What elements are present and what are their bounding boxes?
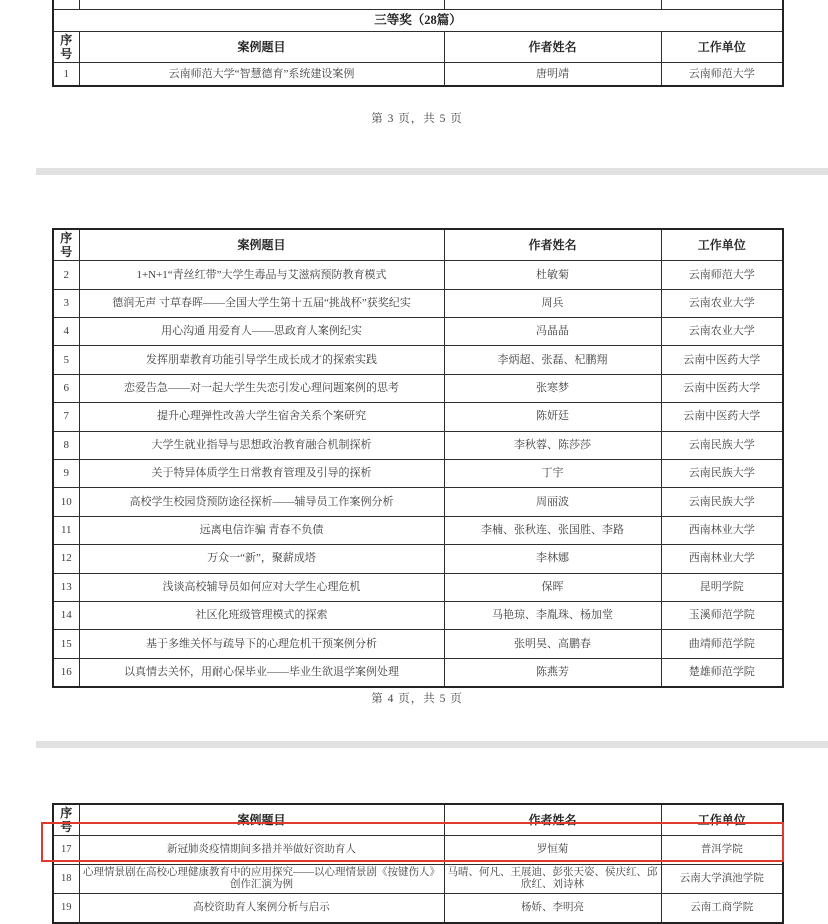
cell-title: 提升心理弹性改善大学生宿舍关系个案研究 (79, 403, 444, 431)
page-footer: 第 4 页，共 5 页 (371, 693, 463, 705)
table-row (53, 516, 783, 544)
cell-authors: 罗恒菊 (444, 836, 661, 865)
cell-title: 发挥朋辈教育功能引导学生成长成才的探索实践 (79, 346, 444, 374)
cell-authors: 马晴、何凡、王展迪、彭张天姿、侯庆红、邱欣红、刘诗林 (444, 865, 661, 894)
cell-title: 用心沟通 用爱育人——思政育人案例纪实 (79, 318, 444, 346)
cell-title: 1+N+1“青丝红带”大学生毒品与艾滋病预防教育模式 (79, 261, 444, 289)
cell-title: 以真情去关怀，用耐心保毕业——毕业生欲退学案例处理 (79, 658, 444, 686)
cell-no: 4 (53, 318, 79, 346)
table-row (53, 630, 783, 658)
cell-no: 9 (53, 460, 79, 488)
table-row (53, 460, 783, 488)
cell-authors: 周兵 (444, 289, 661, 317)
fragment-cell (79, 0, 444, 9)
cell-unit: 昆明学院 (661, 573, 783, 601)
table-row (53, 403, 783, 431)
page-footer: 第 3 页，共 5 页 (371, 113, 463, 125)
cell-no: 6 (53, 374, 79, 402)
cell-no: 19 (53, 894, 79, 923)
table-row (53, 318, 783, 346)
table-row (53, 346, 783, 374)
cell-no: 3 (53, 289, 79, 317)
column-header: 作者姓名 (444, 229, 661, 261)
cell-title: 高校学生校园贷预防途径探析——辅导员工作案例分析 (79, 488, 444, 516)
column-header: 工作单位 (661, 31, 783, 62)
section-title: 三等奖（28篇） (53, 9, 783, 31)
fragment-cell (661, 0, 783, 9)
cell-authors: 李楠、张秋连、张国胜、李路 (444, 516, 661, 544)
table-row (53, 602, 783, 630)
cell-unit: 楚雄师范学院 (661, 658, 783, 686)
section-title-row (53, 9, 783, 31)
cell-unit: 云南农业大学 (661, 318, 783, 346)
cell-unit: 云南师范大学 (661, 62, 783, 86)
page-separator (36, 741, 828, 748)
cell-authors: 丁宇 (444, 460, 661, 488)
cell-unit: 曲靖师范学院 (661, 630, 783, 658)
cell-unit: 云南民族大学 (661, 460, 783, 488)
table-body (53, 62, 783, 86)
cell-authors: 马艳琼、李胤珠、杨加堂 (444, 602, 661, 630)
cell-authors: 杨娇、李明亮 (444, 894, 661, 923)
column-header: 序号 (53, 804, 79, 836)
cell-authors: 保晖 (444, 573, 661, 601)
table-row (53, 894, 783, 923)
column-header: 案例题目 (79, 229, 444, 261)
table-row (53, 865, 783, 894)
cell-title: 浅谈高校辅导员如何应对大学生心理危机 (79, 573, 444, 601)
cell-authors: 陈妍廷 (444, 403, 661, 431)
cell-title: 万众一“新”，聚薪成塔 (79, 545, 444, 573)
fragment-cell (444, 0, 661, 9)
cell-unit: 云南民族大学 (661, 488, 783, 516)
table-row (53, 431, 783, 459)
table-row (53, 374, 783, 402)
cell-title: 德润无声 寸草春晖——全国大学生第十五届“挑战杯”获奖纪实 (79, 289, 444, 317)
table-row (53, 658, 783, 686)
table-body (53, 261, 783, 687)
cell-title: 云南师范大学“智慧德育”系统建设案例 (79, 62, 444, 86)
cell-authors: 杜敏菊 (444, 261, 661, 289)
cell-no: 15 (53, 630, 79, 658)
cell-title: 大学生就业指导与思想政治教育融合机制探析 (79, 431, 444, 459)
table-row (53, 261, 783, 289)
previous-table-fragment-row (53, 0, 783, 9)
column-header: 工作单位 (661, 229, 783, 261)
cell-title: 社区化班级管理模式的探索 (79, 602, 444, 630)
cell-no: 11 (53, 516, 79, 544)
cell-unit: 西南林业大学 (661, 516, 783, 544)
cell-title: 关于特异体质学生日常教育管理及引导的探析 (79, 460, 444, 488)
cell-no: 7 (53, 403, 79, 431)
cell-title: 新冠肺炎疫情期间多措并举做好资助育人 (79, 836, 444, 865)
cell-unit: 云南大学滇池学院 (661, 865, 783, 894)
column-header: 作者姓名 (444, 804, 661, 836)
cell-unit: 西南林业大学 (661, 545, 783, 573)
cell-authors: 张寒梦 (444, 374, 661, 402)
cell-authors: 唐明靖 (444, 62, 661, 86)
page-separator (36, 168, 828, 175)
cell-unit: 云南师范大学 (661, 261, 783, 289)
cell-unit: 云南农业大学 (661, 289, 783, 317)
cell-unit: 玉溪师范学院 (661, 602, 783, 630)
table-row (53, 488, 783, 516)
cell-title: 远离电信诈骗 青春不负债 (79, 516, 444, 544)
cell-title: 高校资助育人案例分析与启示 (79, 894, 444, 923)
cell-no: 13 (53, 573, 79, 601)
cell-authors: 冯晶晶 (444, 318, 661, 346)
cell-no: 17 (53, 836, 79, 865)
table-row (53, 573, 783, 601)
column-header: 作者姓名 (444, 31, 661, 62)
cell-no: 12 (53, 545, 79, 573)
cell-authors: 李炳超、张磊、杞鹏翔 (444, 346, 661, 374)
cell-title: 心理情景剧在高校心理健康教育中的应用探究——以心理情景剧《按键伤人》创作汇演为例 (79, 865, 444, 894)
cell-no: 16 (53, 658, 79, 686)
cell-unit: 普洱学院 (661, 836, 783, 865)
cell-unit: 云南工商学院 (661, 894, 783, 923)
cell-no: 10 (53, 488, 79, 516)
third-prize-table-page5 (52, 803, 784, 924)
cell-unit: 云南民族大学 (661, 431, 783, 459)
fragment-cell (53, 0, 79, 9)
third-prize-table-page4 (52, 228, 784, 688)
cell-no: 1 (53, 62, 79, 86)
table-row (53, 836, 783, 865)
cell-no: 8 (53, 431, 79, 459)
cell-no: 5 (53, 346, 79, 374)
cell-unit: 云南中医药大学 (661, 403, 783, 431)
table-row (53, 62, 783, 86)
table-body (53, 836, 783, 923)
column-header: 案例题目 (79, 804, 444, 836)
table-header-row (53, 229, 783, 261)
cell-unit: 云南中医药大学 (661, 346, 783, 374)
table-header-row (53, 804, 783, 836)
cell-authors: 陈燕芳 (444, 658, 661, 686)
cell-authors: 李秋蓉、陈莎莎 (444, 431, 661, 459)
third-prize-table-page3 (52, 0, 784, 87)
table-header-row (53, 31, 783, 62)
column-header: 序号 (53, 229, 79, 261)
column-header: 序号 (53, 31, 79, 62)
cell-no: 14 (53, 602, 79, 630)
cell-authors: 张明昊、高鹏春 (444, 630, 661, 658)
table-row (53, 545, 783, 573)
cell-authors: 李林娜 (444, 545, 661, 573)
column-header: 案例题目 (79, 31, 444, 62)
cell-no: 18 (53, 865, 79, 894)
cell-title: 恋爱告急——对一起大学生失恋引发心理问题案例的思考 (79, 374, 444, 402)
cell-title: 基于多维关怀与疏导下的心理危机干预案例分析 (79, 630, 444, 658)
column-header: 工作单位 (661, 804, 783, 836)
table-row (53, 289, 783, 317)
cell-unit: 云南中医药大学 (661, 374, 783, 402)
cell-no: 2 (53, 261, 79, 289)
cell-authors: 周丽波 (444, 488, 661, 516)
